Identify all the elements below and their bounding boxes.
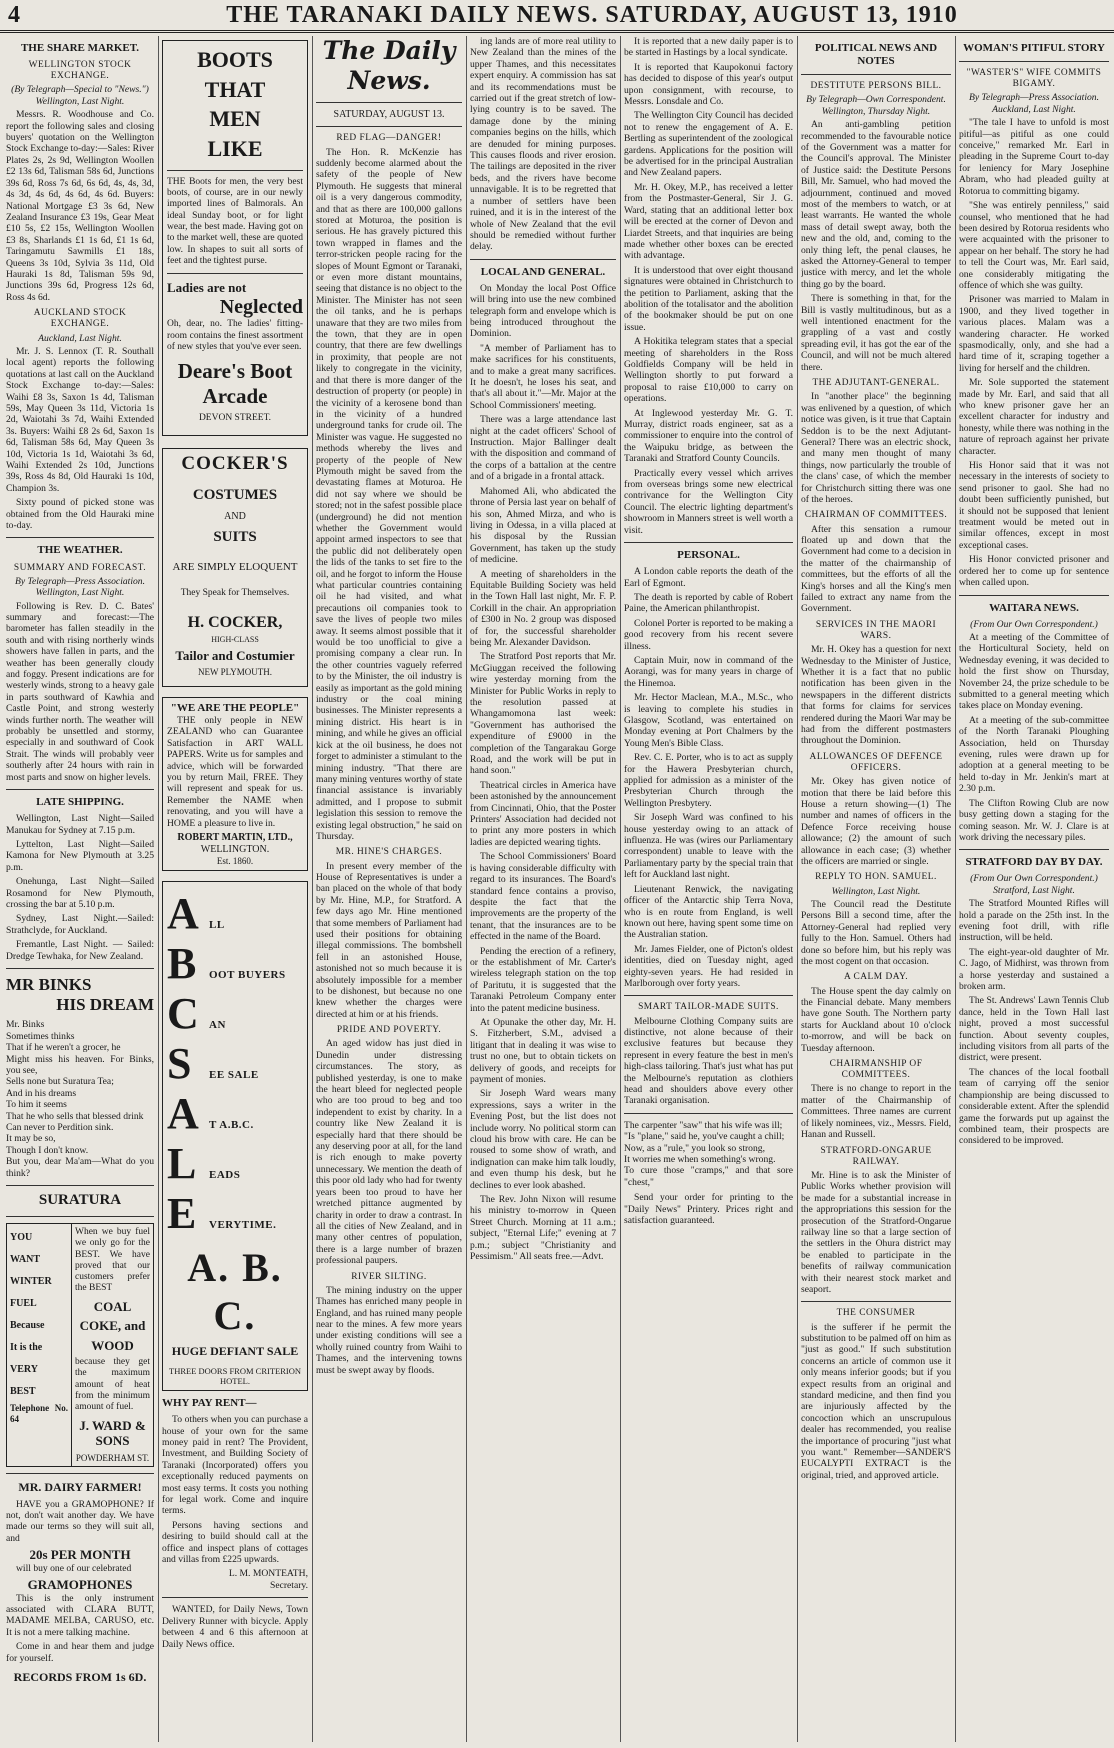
costumes-word: COSTUMES: [192, 487, 278, 504]
article-text: There is something in that, for the Bill is vastly multitudinous, but as a well intentioned enactment for the grappling of a vast and costly spreading evil, it has got the ear of the Council, and will not be much altered there.: [801, 293, 951, 373]
article-text: Sixty pound of picked stone was obtained from the Old Hauraki mine to-day.: [6, 497, 154, 532]
abc-word: VERYTIME.: [209, 1219, 277, 1232]
dateline: By Telegraph—Own Correspondent. Wellington, Thursday Night.: [806, 94, 946, 117]
verse-line: It worries me when something's wrong.: [624, 1154, 776, 1166]
article-text: The Hon. R. McKenzie has suddenly become alarmed about the safety of the people of New Plymouth. He suggests that mineral oil is a very dangerous commodity, and that as there are 100,000 gallons stored at Moturoa, the position is serious. He has gravely pictured this town wrapped in flames and the terror-stricken people racing for the slopes of Mount Egmont or Taranaki, or even more distant mountains, seeing that distance is no object to the Minister. The Minister has not seen the oil tanks, and he is perhaps unaware that they are two miles from the town, that they are in open country, that there are few dwellings in proximity, that people are not likely to congregate in the vicinity, and that there is more danger of the destruction of property (or people) in the vicinity of a kerosene bond than in the vicinity of a hundred underground tanks for crude oil. The Minister was vague. He suggested no methods whereby the lives and property of the people of New Plymouth might be saved from the devastating flames at Moturoa. He did not say where we should be stored; not in the safest possible place (underground) he did not mention whether the Government would appoint armed inspectors to see that the public did not deliberately open the lids of the tanks to set fire to the oil, and he forgot to inform the House what particular countries containing oil he had visited, and what precautions oil companies took to save the lives of people two miles away. It seems almost possible that it would be too unofficial to give a promising company a clear run. In the other countries vaguely referred to by the Minister, the oil industry is easily as important as the gold mining industry or the coal mining businesses. The Minister represents a mining district. His heart is in mining, and while he gives an official kick at the oil business, he does not forget to administer a stimulant to the mining industry. "That there are many mining ventures worthy of state financial assistance is invariably admitted, and I propose to submit legislation this session to remove the existing legal obstruction," he said on Thursday.: [316, 146, 462, 842]
abc-row: [167, 989, 303, 1039]
shipping-heading: LATE SHIPPING.: [36, 796, 124, 809]
deare-address: DEVON STREET.: [198, 413, 272, 424]
article-text: Mr. J. S. Lennox (T. R. Southall local agent) reports the following quotations at last call on the Auckland Stock Exchange to-day:—Sales: Waihi £8 3s, Saxon 1s 4d, Talisman 59s, May Queen 3s 11d, Victoria 1s 2d, Waiotahi 3s 7d, Waihi Extended 3s. Buyers: Waihi £8 2s 6d, Saxon 1s 6d, Talisman 58s 6d, May Queen 3s 10d, Victoria 1s 1d, Waiotahi 3s 6d, Waihi Extended 2s 10d, Junctions 39s, Ross 4s 8d, Old Hauraki 1s 10d, Champion 3s.: [6, 345, 154, 494]
abc-letter: A: [167, 889, 199, 939]
article-text: Sir Joseph Ward wears many expressions, says a writer in the Evening Post, but the list does not include worry. No political storm can cloud his brow with care. He can be roused to some show of wrath, and indignation can make him talk loudly, and even thump his desk, but he declines to ever look abashed.: [470, 1088, 616, 1191]
abc-row: [167, 1089, 303, 1139]
editorial-heading: MR. HINE'S CHARGES.: [335, 847, 443, 858]
article-text: The School Commissioners' Board is having considerable difficulty with regard to its insurances. The Board's standard fence contains a proviso, despite the fact that the improvements are the property of the tenant, that the insurances are to be effected in the name of the Board.: [470, 851, 616, 943]
article-text: The Clifton Rowing Club are now busy getting down a staging for the coming season. Mr. W. J. Clare is at work driving the necessary piles.: [959, 797, 1109, 843]
ad-text: THE only people in NEW ZEALAND who can Guarantee Satisfaction in ART WALL PAPERS. Write us for samples and advice, which will be forwarded you by return Mail, FREE. They will represent and speak for us. Remember the NAME when renovating, and you will have a HOME a pleasure to live in.: [167, 714, 303, 829]
article-text: Melbourne Clothing Company suits are distinctive, not alone because of their exclusive features but because they represent in every feature the best in men's high-class tailoring. That's just what has put the Melbourne's reputation as clothiers head and shoulders above every other Taranaki organisation.: [624, 1015, 793, 1107]
section-heading: ALLOWANCES OF DEFENCE OFFICERS.: [809, 751, 943, 773]
article-text: Prisoner was married to Malam in 1900, and they lived together in various places. Malam was a wandering character. He worked spasmodically, only, and she had a hard time of it, scraping together a living for herself and the children.: [959, 294, 1109, 374]
article-text: There was a large attendance last night at the cadet officers' School of Instruction. Major Ballinger dealt with the disposition and command of the corps of a battalion at the centre and of a brigade in a frontal attack.: [470, 414, 616, 483]
fuel-word: WANT: [10, 1253, 41, 1265]
binks-ad-title: HIS DREAM: [56, 995, 154, 1015]
fuel-word: Because: [10, 1319, 45, 1331]
speak-line: They Speak for Themselves.: [180, 587, 290, 598]
section-heading: "WASTER'S" WIFE COMMITS BIGAMY.: [966, 68, 1102, 90]
divider: [6, 789, 154, 790]
divider: [6, 537, 154, 538]
article-text: Theatrical circles in America have been astonished by the announcement from Cincinnati, Ohio, that the Poster Printers' Association had decided not to print any more posters in which ladies are depicted wearing tights.: [470, 779, 616, 848]
article-text: Mahomed Ali, who abdicated the throne of Persia last year on behalf of his son, Ahmed Mirza, and who is living in Odessa, in a villa placed at his disposal by the Russian Government, has taken up the study of medicine.: [470, 485, 616, 566]
farmer-price: 20s PER MONTH: [29, 1547, 131, 1563]
section-heading: SERVICES IN THE MAORI WARS.: [815, 619, 937, 641]
page-number: 4: [8, 2, 20, 28]
article-text: "She was entirely penniless," said counsel, who mentioned that he had been desired by Rotorua residents who were acquainted with the prisoner to appear on her behalf. The story he had to tell the Court was, Mr. Earl said, one considerably mitigating the offence of which she was guilty.: [959, 200, 1109, 291]
ase-heading: AUCKLAND STOCK EXCHANGE.: [33, 308, 127, 330]
column-rule: [797, 36, 798, 1742]
poem-line: That he who sells that blessed drink: [6, 1110, 144, 1122]
woman-story-heading: WOMAN'S PITIFUL STORY: [963, 42, 1105, 54]
divider: [316, 126, 462, 127]
fuel-wood: WOOD: [91, 1337, 134, 1353]
column-5: [624, 36, 793, 1742]
article-text: In present every member of the House of Representatives is under a ban placed on the whole of that body by Mr. Hine, M.P., for Stratford. A few days ago Mr. Hine mentioned that some members of Parliament had used their positions for obtaining illegal commissions. The bombshell fell in an astonished House, astonished not so much because it is absolutely impossible for a member to be dishonest, but because no one knew whether the charges were directed at him or at his friends.: [316, 860, 462, 1020]
h-cocker: H. COCKER,: [187, 614, 283, 632]
rent-title: WHY PAY RENT—: [162, 1397, 257, 1410]
divider: [959, 849, 1109, 850]
article-text: At Opunake the other day, Mr. H. S. Fitzherbert, S.M., advised a litigant that in dealing it was wise to trust no one, but to obtain tickets on delivery of goods, and receipts for payment of monies.: [470, 1016, 616, 1086]
poem-line: But you, dear Ma'am—What do you think?: [6, 1156, 154, 1179]
divider: [801, 74, 951, 75]
fuel-coal: COAL: [93, 1298, 132, 1314]
fuel-word: WINTER: [10, 1275, 52, 1287]
monteath: L. M. MONTEATH,: [228, 1568, 308, 1580]
article-text: Mr. Hector Maclean, M.A., M.Sc., who is leaving to complete his studies in Glasgow, Scotland, was entertained on Monday evening at Port Chalmers by the Young Men's Bible Class.: [624, 692, 793, 749]
article-text: Rev. C. E. Porter, who is to act as supply for the Hawera Presbyterian church, applied for admission as a minister of the Presbyterian Church through the Wellington Presbytery.: [624, 752, 793, 809]
article-text: "The tale I have to unfold is most pitiful—as pitiful as one could conceive," remarked Mr. Earl in pleading in the Supreme Court to-day for leniency for Mary Josephine Abram, who had pleaded guilty at Rotorua to committing bigamy.: [959, 117, 1109, 197]
article-text: Mr. H. Okey has a question for next Wednesday to the Minister of Justice, Whether it is a fact that no public notification has been given in the newspapers in the different districts that forms for claims for services rendered during the Maori War may be had from the different postmasters throughout the Dominion.: [801, 644, 951, 747]
binks-poem: [6, 1019, 154, 1179]
poem-line: Mr. Binks: [6, 1019, 45, 1031]
divider: [801, 1301, 951, 1302]
article-text: Onehunga, Last Night—Sailed Rosamond for New Plymouth, crossing the bar at 5.10 p.m.: [6, 876, 154, 910]
ad-text: Persons having sections and desiring to build should call at the office and inspect plans of cottages and villas from £225 upwards.: [162, 1519, 308, 1566]
article-text: At Inglewood yesterday Mr. G. T. Murray, district roads engineer, sat as a commissioner to enquire into the control of the Waipuku bridge, as between the Taranaki and Stratford County Councils.: [624, 407, 793, 465]
poem-line: And in his dreams: [6, 1087, 77, 1099]
abc-row: [167, 1039, 303, 1089]
ad-text: Oh, dear, no. The ladies' fitting-room contains the finest assortment of new styles that you've ever seen.: [167, 319, 303, 352]
dateline: By Telegraph—Press Association. Wellington, Last Night.: [15, 575, 145, 599]
article-text: His Honor convicted prisoner and ordered her to come up for sentence when called upon.: [959, 554, 1109, 589]
abc-word: EADS: [209, 1169, 241, 1182]
fuel-text: When we buy fuel we only go for the BEST. We have proved that our customers prefer the BEST: [75, 1226, 150, 1294]
article-text: The mining industry on the upper Thames has enriched many people in England, and has ruined many people near to the mines. A few more years under existing conditions will see a wholly ruined country from Waihi to Thames, and the intervening towns must be swept away by floods.: [316, 1284, 462, 1376]
column-rule: [312, 36, 313, 1742]
column-3: [316, 36, 462, 1742]
editorial-heading: PRIDE AND POVERTY.: [336, 1025, 442, 1036]
column-rule: [466, 36, 467, 1742]
cocker-ad: [162, 448, 308, 687]
martin-name: ROBERT MARTIN, LTD.,: [177, 831, 293, 843]
article-text: The Council read the Destitute Persons Bill a second time, after the Attorney-General had replied very fully to the Hon. Samuel. Others had done so before him, but his reply was the most cogent on that occasion.: [801, 899, 951, 968]
divider: [6, 1216, 154, 1217]
article-text: Mr. James Fielder, one of Picton's oldest identities, died on Tuesday night, aged eighty-seven years. He had resided in Marlborough over forty years.: [624, 943, 793, 989]
section-heading: CHAIRMAN OF COMMITTEES.: [804, 510, 948, 521]
poem-line: Sometimes thinks: [6, 1030, 75, 1042]
abc-row: [167, 889, 303, 939]
poem-line: To him it seems: [6, 1099, 67, 1111]
fuel-word: FUEL: [10, 1297, 37, 1309]
divider: [470, 259, 616, 260]
article-text: The Rev. John Nixon will resume his ministry to-morrow in Queen Street Church. Morning at 11 a.m.; subject, "Eternal Life;" evening at 7 p.m.; subject "Christianity and Pessimism." All seats free.—Advt.: [470, 1194, 616, 1263]
abc-word: OOT BUYERS: [209, 969, 286, 982]
poem-line: Can never to Perdition sink.: [6, 1122, 114, 1134]
divider: [6, 1473, 154, 1474]
people-title: "WE ARE THE PEOPLE": [170, 701, 300, 714]
article-text: Wellington, Last Night—Sailed Manukau for Sydney at 7.15 p.m.: [6, 813, 154, 836]
column-rule: [158, 36, 159, 1742]
article-text: A London cable reports the death of the Earl of Egmont.: [624, 566, 793, 589]
abc-big: A. B. C.: [187, 1245, 283, 1339]
tailor-line: Tailor and Costumier: [175, 647, 295, 663]
article-text: It is reported that a new daily paper is to be started in Hastings by a local syndicate.: [624, 36, 793, 59]
article-text: The chances of the local football team of carrying off the senior championship are being discussed to considerable extent. After the splendid game the forwards put up against the combined team, their prospects are considered to be improved.: [959, 1066, 1109, 1147]
column-1: [6, 36, 154, 1742]
tailor-heading: SMART TAILOR-MADE SUITS.: [638, 1002, 779, 1013]
article-text: At a meeting of the Committee of the Horticultural Society, held on Wednesday evening, it was decided to hold the first show on Thursday, November 24, the prize schedule to be submitted to a general meeting which takes place on Monday evening.: [959, 632, 1109, 712]
poem-line: Though I don't know.: [6, 1144, 89, 1156]
editorial-heading: RED FLAG—DANGER!: [336, 133, 442, 144]
fuel-ad-left: [7, 1224, 72, 1466]
dateline: (From Our Own Correspondent.) Stratford, Last Night.: [970, 873, 1098, 896]
fuel-firm: J. WARD & SONS: [79, 1417, 146, 1449]
article-text: Messrs. R. Woodhouse and Co. report the following sales and closing buyers' quotation on the Wellington Stock Exchange to-day:—Sales: River Plates 2s, 2s 9d, Wellington Woollen £2 13s 6d, Talisman 58s 6d, Junctions 39s 6d, Ross 7s 6d, 6s 6d, 4s, 4s, 3d, 4s 3d, 4s 6d, 4s 6d, 4s 6d. Buyers: National Mortgage £3 3s 6d, New Zealand Insurance £3 19s, Gear Meat £10 5s, £2 15s, Wellington Woollen £3 8s, Sharlands £1 1s 6d, £1 1s 6d, Taringamutu Sawmills £1 18s, Queens 3s 10d, Sylvia 3s 11d, Old Hauraki 1s 8d, Talisman 59s 9d, Junctions 39s 6d, Progress 12s 6d, Ross 4s 6d.: [6, 109, 154, 303]
article-text: Sir Joseph Ward was confined to his house yesterday owing to an attack of influenza. He was (wires our Parliamentary correspondent) unable to leave with the Parliamentary party by the special train that left for Auckland last night.: [624, 812, 793, 881]
ad-text: To others when you can purchase a house of your own for the same money paid in rent? The Provident, Investment, and Building Society of Taranaki (Incorporated) offers you exceptionally reduced payments on most easy terms. It costs you nothing for legal work. Come and inquire terms.: [162, 1414, 308, 1517]
column-4: [470, 36, 616, 1742]
martin-city: WELLINGTON.: [200, 843, 270, 855]
abc-row: [167, 939, 303, 989]
column-6: [801, 36, 951, 1742]
article-text: "A member of Parliament has to make sacrifices for his constituents, and to make a great many sacrifices. It he doesn't, he loses his seat, and that's all about it."—Mr. Major at the School Commissioners' meeting.: [470, 342, 616, 411]
gramophones-heading: GRAMOPHONES: [27, 1577, 133, 1593]
editorial-heading: RIVER SILTING.: [351, 1271, 427, 1282]
binks-ad-title: MR BINKS: [6, 974, 92, 994]
paper-date: SATURDAY, AUGUST 13.: [333, 108, 445, 120]
article-text: ing lands are of more real utility to New Zealand than the mines of the upper Thames, and this necessitates expert enquiry. A commission has sat and its recommendations must be carried out if the great stretch of low-lying country is to be saved. The damage done by the mining companies begins on the hills, which are denuded for mining purposes. This causes floods and river erosion. The tailings are deposited in the river beds, and the rivers have become unnavigable. It is to be regretted that a number of settlers have been ruined, and it is in the interest of the whole of New Zealand that the evil should be remedied without further delay.: [470, 36, 616, 253]
article-text: The death is reported by cable of Robert Paine, the American philanthropist.: [624, 591, 793, 615]
abc-letter: C: [167, 989, 199, 1039]
page-masthead: [0, 0, 1114, 33]
abc-word: LL: [209, 919, 225, 932]
divider: [167, 170, 303, 171]
cocker-name: COCKER'S: [181, 452, 289, 474]
section-heading: REPLY TO HON. SAMUEL.: [815, 872, 937, 883]
poem-line: That if he weren't a grocer, he: [6, 1042, 121, 1054]
fuel-word: VERY: [10, 1363, 38, 1375]
article-text: is the sufferer if he permit the substitution to be palmed off on him as "just as good." If such substitution concerns an article of common use it only means inferior goods; but if you expect results from an original and standard medicine, and then find you are injuriously affected by the concoction which an unscrupulous dealer has recommended, you realise the importance of procuring "just what you want." Remember—SANDER'S EUCALYPTI EXTRACT is the original, tried, and approved article.: [801, 1321, 951, 1481]
boots-word: MEN: [209, 106, 261, 132]
abc-letter: A: [167, 1089, 199, 1139]
section-heading: DESTITUTE PERSONS BILL.: [810, 81, 942, 92]
ad-text: THE Boots for men, the very best boots, of course, are in our newly imported lines of Balmorals. An ideal Sunday boot, or for light wear, the best made. Having got on to the market well, these are quoted low. In shapes to suit all sorts of feet and the tightest purse.: [167, 176, 303, 266]
waitara-heading: WAITARA NEWS.: [989, 601, 1079, 614]
poem-line: Sells none but Suratura Tea;: [6, 1076, 114, 1088]
fuel-address: POWDERHAM ST.: [75, 1452, 150, 1463]
newspaper-title: THE TARANAKI DAILY NEWS. SATURDAY, AUGUST 13, 1910: [226, 2, 958, 28]
article-text: After this sensation a rumour floated up and down that the Government had come to a decision in the matter of the chairmanship of committees, but the efforts of all the King's horses and all the King's men failed to extract any name from the Government.: [801, 523, 951, 615]
section-heading: CHAIRMANSHIP OF COMMITTEES.: [829, 1059, 923, 1081]
fuel-ad: [6, 1223, 154, 1467]
article-text: Mr. Sole supported the statement made by Mr. Earl, and said that all who knew prisoner gave her an excellent character for industry and honesty, while there was nothing in the nature of reproach against her private character.: [959, 377, 1109, 457]
dateline: By Telegraph—Press Association. Auckland, Last Night.: [969, 92, 1099, 115]
verse-line: The carpenter "saw" that his wife was ill;: [624, 1119, 783, 1131]
article-text: Mr. Okey has given notice of motion that there be laid before this House a return showing—(1) The number and names of officers in the Defence Force receiving house allowance; (2) the amount of such allowance in each case; (3) whether the officers are married or single.: [801, 776, 951, 868]
boots-ad: [162, 40, 308, 436]
and-word: AND: [224, 511, 246, 522]
article-text: Sydney, Last Night.—Sailed: Strathclyde, for Auckland.: [6, 913, 154, 936]
neglected-word: Neglected: [219, 295, 303, 318]
fuel-word: BEST: [10, 1385, 36, 1397]
weather-subheading: SUMMARY AND FORECAST.: [13, 562, 147, 573]
article-text: There is no change to report in the matter of the Chairmanship of Committees. Three names are current of likely nominees, viz., Messrs. Field, Hanan and Russell.: [801, 1083, 951, 1141]
article-text: In "another place" the beginning was enlivened by a question, of which notice was given, is it true that Captain Seddon is to be the next Adjutant-General? There was an electric shock, and many men thought of many things, now particularly the trouble of the clans' case, of which the member for Christchurch sitting there was one of the heroes.: [801, 391, 951, 505]
fuel-word: YOU: [10, 1231, 33, 1243]
abc-word: EE SALE: [209, 1069, 259, 1082]
simply-line: ARE SIMPLY ELOQUENT: [172, 560, 298, 573]
verse-line: To cure those "cramps," and that sore "chest,": [624, 1165, 793, 1188]
article-text: Mr. H. Okey, M.P., has received a letter from the Postmaster-General, Sir J. G. Ward, stating that an additional letter box will be erected at the corner of Devon and Liardet Streets, and that inquiries are being made whether other boxes can be erected with advantage.: [624, 181, 793, 262]
farmer-ad-title: MR. DAIRY FARMER!: [18, 1480, 142, 1495]
article-text: Practically every vessel which arrives from overseas brings some new electrical contrivance for the Wellington City Council. The electric lighting department's showroom in Manners street is well worth a visit.: [624, 467, 793, 536]
article-text: It is reported that Kaupokonui factory has decided to dispose of this year's output upon consignment, with recourse, to Messrs. Lonsdale and Co.: [624, 61, 793, 108]
people-ad: [162, 697, 308, 872]
np-line: NEW PLYMOUTH.: [198, 667, 272, 678]
article-text: The House spent the day calmly on the Financial debate. Many members have gone South. The Northern party starts for Auckland about 10 o'clock to-morrow, and will be back on Tuesday afternoon.: [801, 985, 951, 1054]
dateline: (From Our Own Correspondent.): [970, 618, 1098, 630]
political-heading: POLITICAL NEWS AND NOTES: [814, 42, 938, 68]
article-text: An anti-gambling petition recommended to the favourable notice of the Government was a matter for the Council's approval. The Minister of Justice said: the Destitute Persons Bill, Mr. Samuel, who had moved the adjournment, continued and moved most of the members to watch, or at least warrants. He wanted the whole mass of detail swept away, both the new and the old, and, coming to the only thing left, the penal clauses, he asked the Attorney-General to temper justice with mercy, and let the whole thing go by the board.: [801, 119, 951, 290]
article-text: On Monday the local Post Office will bring into use the new combined telegraph form and envelope which is being introduced throughout the Dominion.: [470, 282, 616, 340]
article-text: The Stratford Mounted Rifles will hold a parade on the 25th inst. In the evening foot drill, with rifle instruction, will be held.: [959, 898, 1109, 944]
article-text: Lieutenant Renwick, the navigating officer of the Antarctic ship Terra Nova, who is en route from England, is well known out here, having spent some time on the Australian station.: [624, 883, 793, 941]
article-text: Pending the erection of a refinery, or the establishment of Mr. Carter's wireless telegraph station on the top of Paritutu, it is suggested that the Taranaki Petroleum Company enter into the patent medicine business.: [470, 945, 616, 1014]
ad-text: WANTED, for Daily News, Town Delivery Runner with bicycle. Apply between 4 and 6 this afternoon at Daily News office.: [162, 1604, 308, 1650]
section-heading: THE ADJUTANT-GENERAL.: [812, 378, 940, 389]
article-text: Send your order for printing to the "Daily News" Printery. Prices right and satisfaction guaranteed.: [624, 1192, 793, 1227]
ad-text: HAVE you a GRAMOPHONE? If not, don't wait another day. We have made our terms so they will suit all, and: [6, 1498, 154, 1544]
article-text: The eight-year-old daughter of Mr. C. Jago, of Midhirst, was thrown from a horse yesterday and sustained a broken arm.: [959, 946, 1109, 993]
divider: [6, 968, 154, 969]
section-heading: STRATFORD-ONGARUE RAILWAY.: [820, 1145, 932, 1167]
weather-heading: THE WEATHER.: [37, 544, 123, 557]
column-7: [959, 36, 1109, 1742]
ladies-line: Ladies are not: [167, 280, 247, 296]
article-text: The Stratford Post reports that Mr. McGiuggan received the following wire yesterday morning from the Minister for Public Works in reply to the resolution passed at Whangamomona last week: "Government has authorised the expenditure of £9000 in the completion of the Tangarakau Gorge Road, and the work will be put in hand soon.": [470, 651, 616, 777]
divider: [316, 102, 462, 103]
ad-text: This is the only instrument associated with CLARA BUTT, MADAME MELBA, CARUSO, etc. It is not a mere talking machine.: [6, 1592, 154, 1638]
article-text: Mr. Hine is to ask the Minister of Public Works whether provision will be made for a substantial increase in the appropriations this session for the prosecution of the Stratford-Ongarue railway line so that a large section of the settlers in the Ohura district may be enabled to participate in the benefits of railway communication with their nearest stock market and seaport.: [801, 1169, 951, 1295]
divider: [959, 61, 1109, 62]
column-rule: [620, 36, 621, 1742]
article-text: An aged widow has just died in Dunedin under distressing circumstances. The story, as published yesterday, is one to make the heart bleed for neglected people who are too proud to beg and too independent to exist by charity. In a country like New Zealand it is especially hard that there should be any deserving poor at all, for the land is rich enough to make poverty unnecessary. We mention the death of this poor old lady who had for twenty years been too proud to have her wretched pittance augmented by charity in order to draw a contrast. In all the cities of New Zealand, and in many other centres of population, there is a large number of brazen professional paupers.: [316, 1038, 462, 1267]
article-text: Fremantle, Last Night. — Sailed: Dredge Tewhaka, for New Zealand.: [6, 939, 154, 962]
article-text: At a meeting of the sub-committee of the North Taranaki Ploughing Association, held on Thursday evening, rules were drawn up for adoption at a general meeting to be held to-day in Mr. Jenkin's mart at 2.30 p.m.: [959, 714, 1109, 795]
article-text: Colonel Porter is reported to be making a good recovery from his recent severe illness.: [624, 617, 793, 652]
article-text: A Hokitika telegram states that a special meeting of shareholders in the Ross Goldfields Company will be held in Wellington shortly to put forward a proposal to raise £10,000 to carry on operations.: [624, 336, 793, 405]
abc-sale: HUGE DEFIANT SALE: [171, 1343, 299, 1358]
article-text: Following is Rev. D. C. Bates' summary and forecast:—The barometer has fallen steadily in the south and with rising northerly winds showers have fallen in parts, and the weather has been generally cloudy and foggy. Present indications are for westerly winds, strong to a heavy gale in parts southward of Kawhia and Castle Point, and strong westerly winds further north. The weather will probably be unsettled and stormy, especially in and southward of Cook Strait. The winds will probably veer southerly after 24 hours with rain in most parts and snow on higher levels.: [6, 600, 154, 783]
divider: [624, 1113, 793, 1114]
fuel-word: It is the: [10, 1341, 43, 1353]
verse-line: "Is "plane," said he, you've caught a chill;: [624, 1131, 785, 1143]
paper-masthead: The Daily News.: [322, 36, 456, 95]
divider: [624, 995, 793, 996]
wse-heading: WELLINGTON STOCK EXCHANGE.: [28, 60, 132, 82]
abc-ad: [162, 881, 308, 1391]
boots-word: BOOTS: [197, 47, 273, 72]
section-heading: A CALM DAY.: [843, 972, 909, 983]
ad-text: will buy one of our celebrated: [16, 1562, 132, 1574]
abc-row: [167, 1189, 303, 1239]
abc-letter: L: [167, 1139, 197, 1189]
dateline: (By Telegraph—Special to "News.") Wellington, Last Night.: [11, 84, 149, 107]
article-text: The Wellington City Council has decided not to renew the engagement of A. E. Bertling as superintendent of the zoological gardens. Applications for the position will be advertised for in the principal Australian and New Zealand papers.: [624, 110, 793, 179]
column-rule: [955, 36, 956, 1742]
verse-line: Now, as a "rule," you look so strong,: [624, 1142, 765, 1154]
suits-word: SUITS: [213, 528, 257, 545]
divider: [167, 273, 303, 274]
article-text: Lyttelton, Last Night—Sailed Kamona for New Plymouth at 3.25 p.m.: [6, 838, 154, 873]
abc-doors: THREE DOORS FROM CRITERION HOTEL.: [169, 1365, 301, 1387]
divider: [162, 1597, 308, 1598]
column-2: [162, 36, 308, 1742]
article-text: Captain Muir, now in command of the Aorangi, was for many years in charge of the Hinemoa.: [624, 654, 793, 689]
article-text: His Honor said that it was not necessary in the interests of society to send prisoner to gaol. She had no doubt been sufficiently punished, but it should not be supposed that lenient treatment would be meted out in similar offences, except in most exceptional cases.: [959, 460, 1109, 551]
section-heading: THE CONSUMER: [836, 1308, 916, 1319]
divider: [624, 542, 793, 543]
share-market-heading: THE SHARE MARKET.: [20, 42, 140, 54]
deare-name: Deare's Boot Arcade: [177, 359, 293, 409]
article-text: The St. Andrews' Lawn Tennis Club dance, held in the Town Hall last night, proved a most successful function. About seventy couples, including visitors from all parts of the district, were present.: [959, 995, 1109, 1064]
abc-letter: E: [167, 1189, 197, 1239]
secretary: Secretary.: [270, 1579, 308, 1591]
high-class: HIGH-CLASS: [211, 635, 259, 645]
article-text: A meeting of shareholders in the Equitable Building Society was held in the Town Hall last night, Mr. F. P. Corkill in the chair. An appropriation of £300 in No. 2 group was disposed of for, the successful shareholder being Mr. Alexander Davidson.: [470, 568, 616, 648]
local-general-heading: LOCAL AND GENERAL.: [480, 265, 606, 278]
abc-letter: S: [167, 1039, 192, 1089]
dateline: Auckland, Last Night.: [38, 332, 122, 344]
divider: [6, 1185, 154, 1186]
boots-word: LIKE: [207, 136, 263, 162]
martin-est: Est. 1860.: [216, 855, 254, 866]
personal-heading: PERSONAL.: [677, 549, 740, 562]
stratford-heading: STRATFORD DAY BY DAY.: [965, 856, 1103, 869]
ad-text: Come in and hear them and judge for yourself.: [6, 1641, 154, 1664]
fuel-text: because they get the maximum amount of heat from the minimum amount of fuel.: [75, 1357, 150, 1413]
abc-row: [167, 1139, 303, 1189]
abc-word: AN: [209, 1019, 226, 1032]
abc-letter: B: [167, 939, 197, 989]
article-text: It is understood that over eight thousand signatures were obtained in Christchurch to the petition to Parliament, asking that the abolition of the totalisator and the abolition of the bookmaker should be put on one issue.: [624, 264, 793, 333]
divider: [959, 595, 1109, 596]
poem-line: Might miss his heaven. For Binks, you see,: [6, 1053, 154, 1077]
records-price: RECORDS FROM 1s 6D.: [13, 1669, 147, 1684]
fuel-ad-right: [72, 1224, 153, 1466]
fuel-word: Telephone No. 64: [10, 1402, 68, 1424]
dateline: Wellington, Last Night.: [831, 885, 921, 897]
suratura-title: SURATURA: [38, 1192, 122, 1209]
abc-word: T A.B.C.: [209, 1119, 254, 1132]
fuel-coke: COKE, and: [79, 1318, 146, 1334]
boots-word: THAT: [204, 76, 266, 102]
poem-line: It may be so,: [6, 1133, 56, 1145]
